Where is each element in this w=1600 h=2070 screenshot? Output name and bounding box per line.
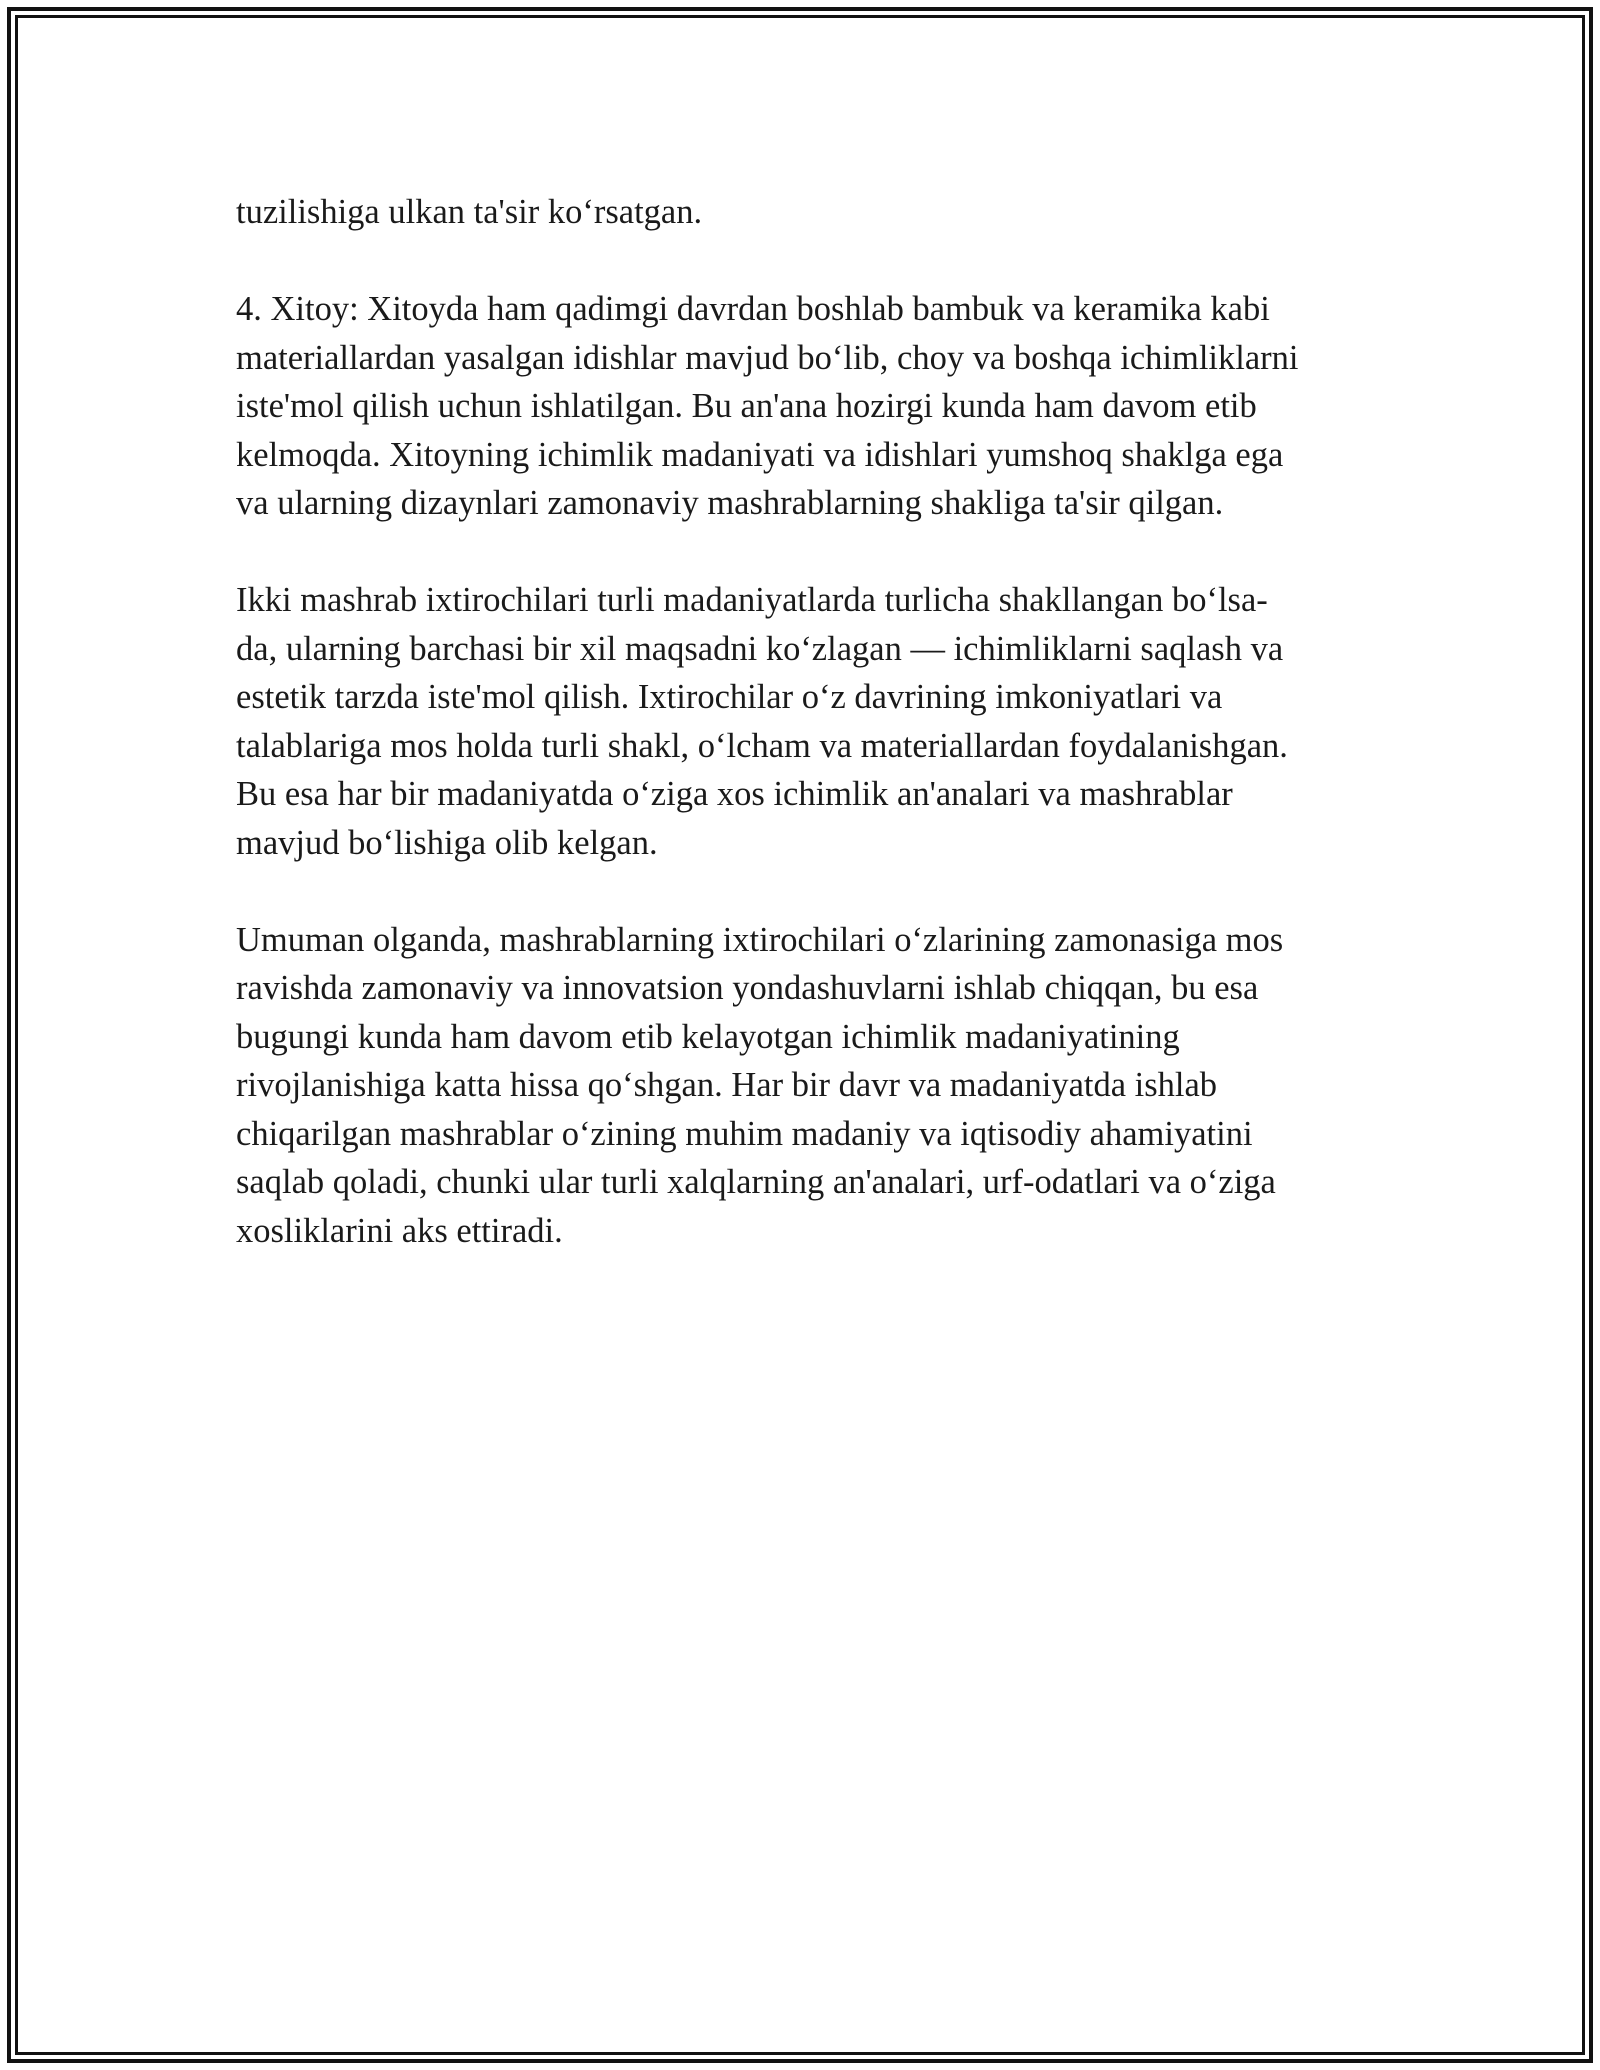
paragraph-1 (236, 188, 1376, 237)
text-line: chiqarilgan mashrablar o‘zining muhim madaniy va iqtisodiy ahamiyatini (236, 1114, 1253, 1153)
text-line: da, ularning barchasi bir xil maqsadni ko‘zlagan — ichimliklarni saqlash va (236, 629, 1284, 668)
text-line: Bu esa har bir madaniyatda o‘ziga xos ichimlik an'analari va mashrablar (236, 775, 1233, 813)
text-line: kelmoqda. Xitoyning ichimlik madaniyati va idishlari yumshoq shaklga ega (236, 435, 1284, 474)
text-line: materiallardan yasalgan idishlar mavjud bo‘lib, choy va boshqa ichimliklarni (236, 338, 1299, 377)
text-line: iste'mol qilish uchun ishlatilgan. Bu an'ana hozirgi kunda ham davom etib (236, 387, 1257, 425)
text-line: Ikki mashrab ixtirochilari turli madaniyatlarda turlicha shakllangan bo‘lsa- (236, 581, 1268, 619)
text-line: mavjud bo‘lishiga olib kelgan. (236, 823, 658, 862)
text-line: Umuman olganda, mashrablarning ixtirochilari o‘zlarining zamonasiga mos (236, 920, 1284, 959)
text-line: talablariga mos holda turli shakl, o‘lcham va materiallardan foydalanishgan. (236, 726, 1288, 765)
paragraph-3 (236, 576, 1376, 867)
text-line: estetik tarzda iste'mol qilish. Ixtirochilar o‘z davrining imkoniyatlari va (236, 678, 1223, 716)
text-line: 4. Xitoy: Xitoyda ham qadimgi davrdan boshlab bambuk va keramika kabi (236, 290, 1270, 328)
text-line: tuzilishiga ulkan ta'sir ko‘rsatgan. (236, 193, 703, 231)
text-line: bugungi kunda ham davom etib kelayotgan ichimlik madaniyatining (236, 1017, 1180, 1056)
paragraph-4 (236, 916, 1376, 1256)
text-line: ravishda zamonaviy va innovatsion yondashuvlarni ishlab chiqqan, bu esa (236, 969, 1259, 1007)
text-line: va ularning dizaynlari zamonaviy mashrablarning shakliga ta'sir qilgan. (236, 484, 1224, 522)
text-line: saqlab qoladi, chunki ular turli xalqlarning an'analari, urf-odatlari va o‘ziga (236, 1163, 1276, 1201)
paragraph-2 (236, 285, 1376, 528)
text-line: rivojlanishiga katta hissa qo‘shgan. Har bir davr va madaniyatda ishlab (236, 1066, 1218, 1104)
document-body (236, 188, 1376, 1304)
text-line: xosliklarini aks ettiradi. (236, 1211, 563, 1250)
